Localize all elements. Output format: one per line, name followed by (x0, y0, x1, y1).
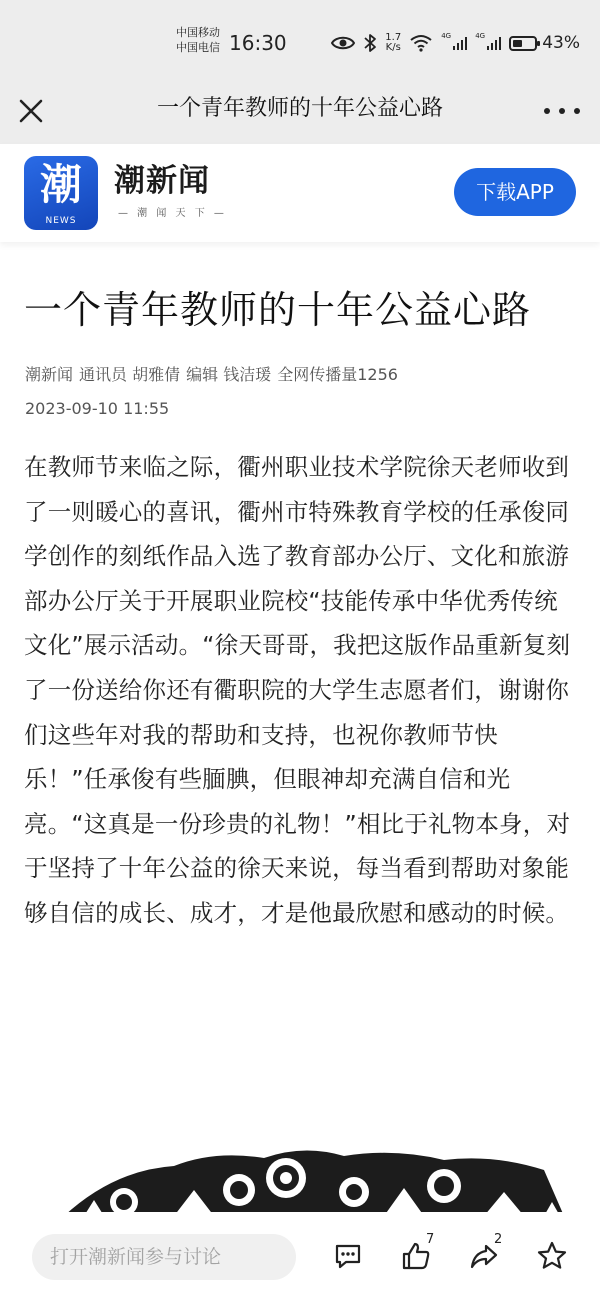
like-count: 7 (426, 1232, 435, 1247)
carrier-2: 中国电信 (176, 41, 220, 54)
battery-level: 43% (542, 33, 580, 53)
meta-reporter: 通讯员 胡雅倩 (79, 365, 181, 384)
logo-sub: NEWS (45, 216, 77, 226)
signal-2-label: 4G (475, 32, 486, 40)
bluetooth-icon (363, 33, 377, 53)
close-icon[interactable] (16, 96, 46, 126)
logo-char: 潮 (39, 160, 82, 209)
net-speed-value: 1.7 (385, 32, 402, 43)
article-title: 一个青年教师的十年公益心路 (24, 288, 532, 332)
carrier-info (176, 25, 220, 55)
article-image[interactable] (24, 1130, 576, 1216)
article-paragraph: 在教师节来临之际，衢州职业技术学院徐天老师收到了一则暖心的喜讯，衢州市特殊教育学校的任承俊同学创作的刻纸作品入选了教育部办公厅、文化和旅游部办公厅关于开展职业院校“技能传承中华优秀传统文化”展示活动。“徐天哥哥，我把这版作品重新复刻了一份送给你还有衢职院的大学生志愿者们，谢谢你们这些年对我的帮助和支持，也祝你教师节快乐！”任承俊有些腼腆，但眼神却充满自信和光亮。“这真是一份珍贵的礼物！”相比于礼物本身，对于坚持了十年公益的徐天来说，每当看到帮助对象能够自信的成长、成才，才是他最欣慰和感动的时候。 (24, 453, 571, 927)
net-speed (385, 33, 401, 53)
navbar (0, 86, 600, 144)
download-app-button[interactable]: 下载APP (454, 168, 576, 216)
article-meta (25, 364, 398, 386)
clock: 16:30 (229, 31, 287, 55)
meta-views: 全网传播量1256 (277, 365, 398, 384)
carrier-1: 中国移动 (176, 26, 220, 39)
status-bar (0, 0, 600, 86)
app-logo (24, 156, 98, 230)
share-count: 2 (494, 1232, 503, 1247)
meta-source[interactable]: 潮新闻 (25, 365, 74, 384)
brand-slogan: — 潮 闻 天 下 — (118, 208, 227, 219)
page-title: 一个青年教师的十年公益心路 (156, 96, 443, 121)
status-icons (331, 30, 580, 56)
signal-2-icon (475, 34, 501, 52)
comment-input[interactable] (32, 1234, 296, 1280)
meta-editor: 编辑 钱洁瑗 (186, 365, 272, 384)
battery (509, 33, 580, 53)
article-date: 2023-09-10 11:55 (25, 399, 170, 418)
battery-icon (509, 36, 537, 51)
comment-icon[interactable] (332, 1240, 364, 1272)
favorite-icon[interactable] (536, 1240, 568, 1272)
app-banner (0, 144, 600, 242)
eye-icon (331, 35, 355, 51)
signal-1-label: 4G (441, 32, 452, 40)
signal-1-icon (441, 34, 467, 52)
more-icon[interactable] (544, 96, 580, 126)
brand-name: 潮新闻 (114, 163, 210, 199)
wifi-icon (409, 34, 433, 52)
net-speed-unit: K/s (385, 42, 401, 53)
bottom-bar (0, 1212, 600, 1300)
